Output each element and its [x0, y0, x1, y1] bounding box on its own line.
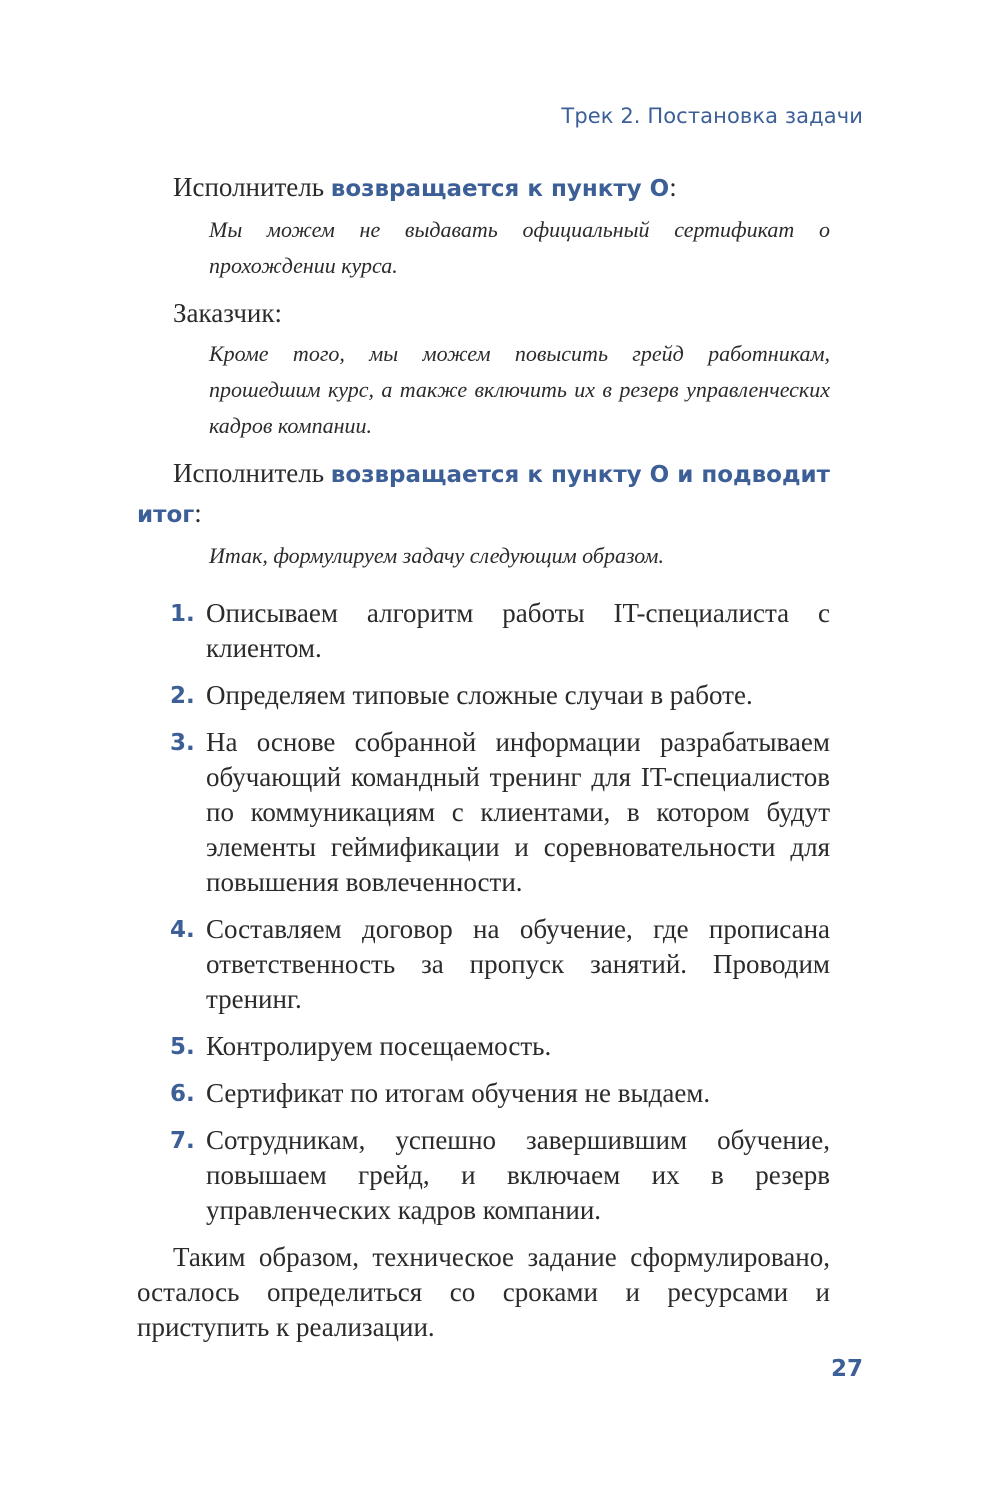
speaker-suffix: : — [194, 498, 202, 528]
list-item — [137, 596, 830, 666]
list-item-text: Определяем типовые сложные случаи в работе. — [206, 680, 753, 710]
speaker-action: возвращается к пункту О и подводит итог — [137, 462, 830, 528]
speaker-line — [137, 454, 830, 534]
list-item-text: Сотрудникам, успешно завершившим обучение, повышаем грейд, и включаем их в резерв управленческих кадров компании. — [206, 1125, 830, 1225]
list-item-text: Сертификат по итогам обучения не выдаем. — [206, 1078, 711, 1108]
list-item — [137, 1076, 830, 1111]
speaker-action: возвращается к пункту О — [330, 176, 670, 202]
list-item — [137, 1029, 830, 1064]
list-item-number: 5. — [170, 1034, 195, 1060]
page-body — [137, 168, 830, 1372]
list-item-text: Контролируем посещаемость. — [206, 1031, 552, 1061]
list-item-number: 2. — [170, 683, 195, 709]
speaker-name: Заказчик: — [173, 298, 282, 328]
list-item — [137, 678, 830, 713]
list-item-number: 3. — [170, 730, 195, 756]
speaker-line — [173, 294, 830, 332]
dialogue-quote: Итак, формулируем задачу следующим образом. — [209, 543, 664, 568]
speaker-name: Исполнитель — [173, 172, 331, 202]
list-item — [137, 1123, 830, 1228]
speaker-name: Исполнитель — [173, 458, 331, 488]
list-item — [137, 725, 830, 900]
list-item-number: 1. — [170, 601, 195, 627]
page-number: 27 — [830, 1356, 863, 1382]
closing-paragraph: Таким образом, техническое задание сформулировано, осталось определиться со сроками и ресурсами и приступить к реализации. — [137, 1242, 830, 1342]
list-item-number: 6. — [170, 1081, 195, 1107]
speaker-line — [173, 168, 830, 208]
running-head: Трек 2. Постановка задачи — [561, 104, 863, 128]
dialogue-quote: Мы можем не выдавать официальный сертификат о прохождении курса. — [209, 217, 830, 278]
list-item-text: На основе собранной информации разрабатываем обучающий командный тренинг для IT-специалистов по коммуникациям с клиентами, в котором будут элементы геймификации и соревновательности для повышения вовлеченности. — [206, 727, 830, 897]
list-item-number: 4. — [170, 917, 195, 943]
list-item — [137, 912, 830, 1017]
dialogue-quote: Кроме того, мы можем повысить грейд работникам, прошедшим курс, а также включить их в резерв управленческих кадров компании. — [209, 341, 830, 438]
list-item-text: Составляем договор на обучение, где прописана ответственность за пропуск занятий. Проводим тренинг. — [206, 914, 830, 1014]
list-item-number: 7. — [170, 1128, 195, 1154]
speaker-suffix: : — [669, 172, 677, 202]
steps-list — [137, 596, 830, 1228]
list-item-text: Описываем алгоритм работы IT-специалиста с клиентом. — [206, 598, 830, 663]
